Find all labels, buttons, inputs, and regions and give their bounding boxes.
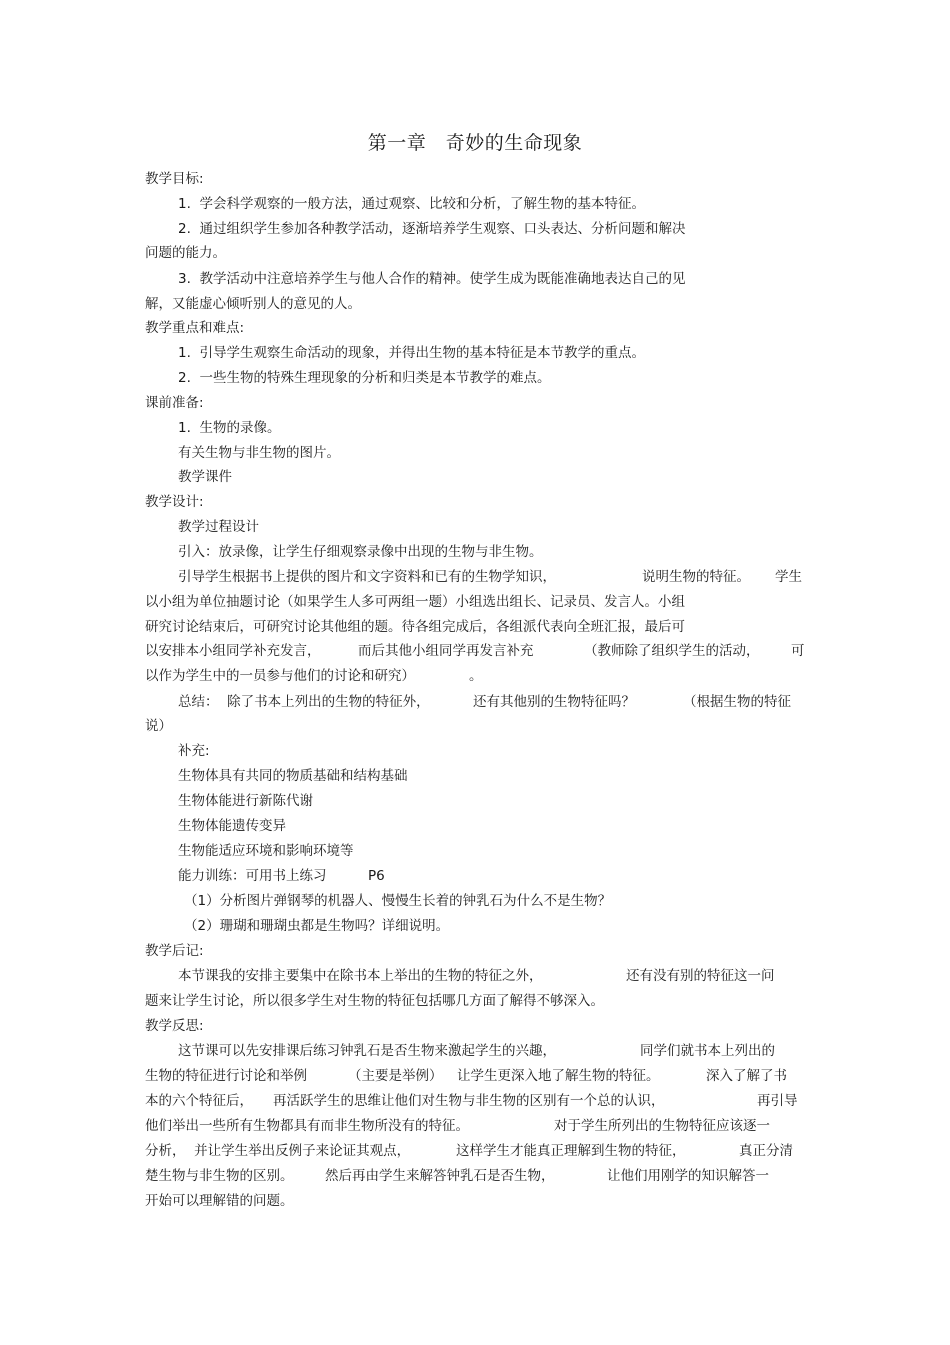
reflection-line-1b: 同学们就书本上列出的 [640,1043,775,1059]
reflection-line-5b: 这样学生才能真正理解到生物的特征， [456,1143,686,1159]
reflection-line-2d: 深入了解了书 [706,1068,787,1084]
summary-line-d: 说） [145,718,172,734]
supplement-item-2: 生物体能进行新陈代谢 [178,793,313,809]
training-question-2: （2）珊瑚和珊瑚虫都是生物吗？详细说明。 [184,918,450,934]
design-paragraph-line-1a: 引导学生根据书上提供的图片和文字资料和已有的生物学知识， [178,569,556,585]
design-paragraph-line-4c: （教师除了组织学生的活动， [584,643,760,659]
design-paragraph-line-1b: 说明生物的特征。 [642,569,750,585]
design-heading: 教学设计: [145,494,204,510]
summary-line-c: （根据生物的特征 [683,694,791,710]
design-paragraph-line-4a: 以安排本小组同学补充发言， [145,643,321,659]
reflection-line-4a: 他们举出一些所有生物都具有而非生物所没有的特征。 [145,1118,469,1134]
reflection-line-1a: 这节课可以先安排课后练习钟乳石是否生物来激起学生的兴趣， [178,1043,556,1059]
preparation-item-3: 教学课件 [178,469,232,485]
supplement-heading: 补充: [178,743,210,759]
page-title: 第一章 奇妙的生命现象 [367,132,583,154]
reflection-line-2c: 让学生更深入地了解生物的特征。 [457,1068,660,1084]
design-paragraph-line-4d: 可 [791,643,805,659]
reflection-line-5a: 分析， 并让学生举出反例子来论证其观点， [145,1143,411,1159]
design-paragraph-line-1c: 学生 [775,569,802,585]
key-point-2: 2. 一些生物的特殊生理现象的分析和归类是本节教学的难点。 [178,370,551,386]
postscript-heading: 教学后记: [145,943,204,959]
design-process: 教学过程设计 [178,519,259,535]
reflection-line-6c: 让他们用刚学的知识解答一 [607,1168,769,1184]
design-paragraph-line-4b: 而后其他小组同学再发言补充 [358,643,534,659]
reflection-line-3c: 再引导 [757,1093,798,1109]
objective-2-line-2: 问题的能力。 [145,245,226,261]
training-line-a: 能力训练：可用书上练习 [178,868,327,884]
design-paragraph-line-3: 研究讨论结束后，可研究讨论其他组的题。待各组完成后，各组派代表向全班汇报，最后可 [145,619,685,635]
postscript-line-1b: 还有没有别的特征这一问 [626,968,775,984]
reflection-line-6b: 然后再由学生来解答钟乳石是否生物， [325,1168,555,1184]
postscript-line-2: 题来让学生讨论，所以很多学生对生物的特征包括哪几方面了解得不够深入。 [145,993,604,1009]
reflection-line-3b: 再活跃学生的思维让他们对生物与非生物的区别有一个总的认识， [273,1093,665,1109]
reflection-line-7: 开始可以理解错的问题。 [145,1193,294,1209]
supplement-item-3: 生物体能遗传变异 [178,818,286,834]
key-points-heading: 教学重点和难点: [145,320,245,336]
reflection-line-2b: （主要是举例） [348,1068,443,1084]
training-line-b: P6 [368,868,385,884]
objective-1: 1. 学会科学观察的一般方法，通过观察、比较和分析，了解生物的基本特征。 [178,196,645,212]
design-paragraph-line-5b: 。 [469,668,483,684]
supplement-item-4: 生物能适应环境和影响环境等 [178,843,354,859]
postscript-line-1a: 本节课我的安排主要集中在除书本上举出的生物的特征之外， [178,968,543,984]
key-point-1: 1. 引导学生观察生命活动的现象，并得出生物的基本特征是本节教学的重点。 [178,345,645,361]
reflection-heading: 教学反思: [145,1018,204,1034]
objective-2-line-1: 2. 通过组织学生参加各种教学活动，逐渐培养学生观察、口头表达、分析问题和解决 [178,221,686,237]
reflection-line-6a: 楚生物与非生物的区别。 [145,1168,294,1184]
training-question-1: （1）分析图片弹钢琴的机器人、慢慢生长着的钟乳石为什么不是生物？ [184,893,612,909]
reflection-line-3a: 本的六个特征后， [145,1093,253,1109]
summary-line-b: 还有其他别的生物特征吗？ [473,694,635,710]
preparation-heading: 课前准备: [145,395,204,411]
supplement-item-1: 生物体具有共同的物质基础和结构基础 [178,768,408,784]
design-intro: 引入：放录像，让学生仔细观察录像中出现的生物与非生物。 [178,544,543,560]
objective-3-line-1: 3. 教学活动中注意培养学生与他人合作的精神。使学生成为既能准确地表达自己的见 [178,271,686,287]
design-paragraph-line-2: 以小组为单位抽题讨论（如果学生人多可两组一题）小组选出组长、记录员、发言人。小组 [145,594,685,610]
preparation-item-1: 1. 生物的录像。 [178,420,281,436]
preparation-item-2: 有关生物与非生物的图片。 [178,445,340,461]
reflection-line-5c: 真正分清 [739,1143,793,1159]
design-paragraph-line-5a: 以作为学生中的一员参与他们的讨论和研究） [145,668,415,684]
reflection-line-4b: 对于学生所列出的生物特征应该逐一 [554,1118,770,1134]
reflection-line-2a: 生物的特征进行讨论和举例 [145,1068,307,1084]
objectives-heading: 教学目标: [145,171,204,187]
summary-line-a: 总结： 除了书本上列出的生物的特征外， [178,694,430,710]
objective-3-line-2: 解，又能虚心倾听别人的意见的人。 [145,296,361,312]
